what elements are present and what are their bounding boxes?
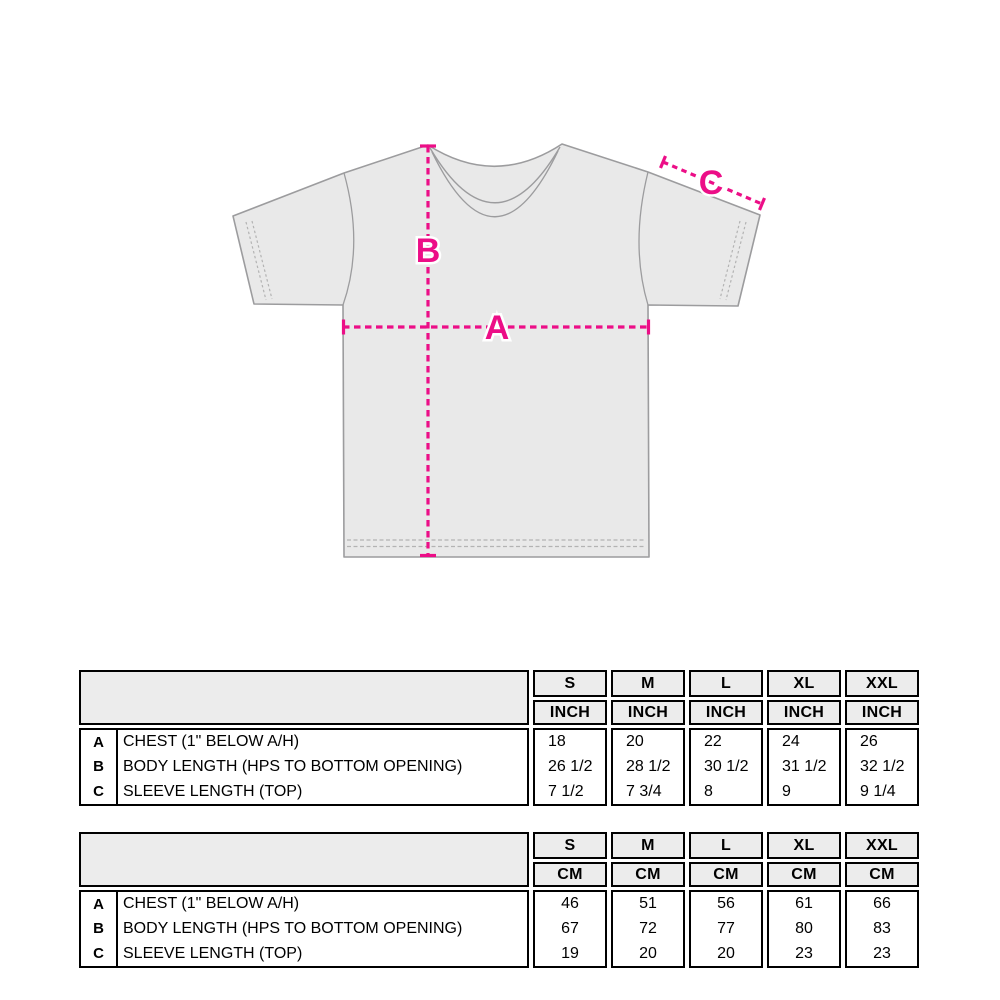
values-column-xl xyxy=(767,728,841,806)
value-cell: 72 xyxy=(639,919,657,937)
row-label-column xyxy=(118,730,527,804)
row-label: BODY LENGTH (HPS TO BOTTOM OPENING) xyxy=(123,919,463,937)
value-cell: 30 1/2 xyxy=(704,757,749,775)
row-key: C xyxy=(93,783,104,801)
row-key: C xyxy=(93,945,104,963)
value-cell: 66 xyxy=(873,895,891,913)
value-cell: 61 xyxy=(795,895,813,913)
value-cell: 9 xyxy=(782,782,791,800)
row-label: SLEEVE LENGTH (TOP) xyxy=(123,782,303,800)
value-cell: 8 xyxy=(704,782,713,800)
size-header: XXL xyxy=(845,670,919,697)
unit-header: CM xyxy=(611,862,685,887)
values-column-l xyxy=(689,890,763,968)
unit-header: INCH xyxy=(689,700,763,725)
value-cell: 32 1/2 xyxy=(860,757,905,775)
size-header: S xyxy=(533,670,607,697)
values-column-m xyxy=(611,728,685,806)
size-table-inch xyxy=(79,670,919,806)
value-cell: 26 1/2 xyxy=(548,757,593,775)
value-cell: 28 1/2 xyxy=(626,757,671,775)
values-column-xxl xyxy=(845,890,919,968)
size-header: L xyxy=(689,670,763,697)
row-label: CHEST (1" BELOW A/H) xyxy=(123,733,300,751)
size-header: L xyxy=(689,832,763,859)
row-key: B xyxy=(93,920,104,938)
row-label-column xyxy=(118,892,527,966)
label-body-length: B xyxy=(415,232,441,270)
table-corner-cell xyxy=(79,670,529,725)
row-label: CHEST (1" BELOW A/H) xyxy=(123,895,300,913)
value-cell: 7 3/4 xyxy=(626,782,662,800)
value-cell: 22 xyxy=(704,733,722,751)
value-cell: 19 xyxy=(561,944,579,962)
value-cell: 46 xyxy=(561,895,579,913)
values-column-m xyxy=(611,890,685,968)
row-key-column xyxy=(81,730,118,804)
row-key-column xyxy=(81,892,118,966)
size-header: XXL xyxy=(845,832,919,859)
table-corner-cell xyxy=(79,832,529,887)
values-column-s xyxy=(533,890,607,968)
size-header: XL xyxy=(767,832,841,859)
size-header: M xyxy=(611,670,685,697)
value-cell: 80 xyxy=(795,919,813,937)
value-cell: 20 xyxy=(626,733,644,751)
unit-header: INCH xyxy=(767,700,841,725)
unit-header: INCH xyxy=(611,700,685,725)
unit-header: CM xyxy=(845,862,919,887)
value-cell: 26 xyxy=(860,733,878,751)
measurement-labels-cell xyxy=(79,890,529,968)
value-cell: 18 xyxy=(548,733,566,751)
row-label: SLEEVE LENGTH (TOP) xyxy=(123,944,303,962)
size-header: S xyxy=(533,832,607,859)
values-column-xxl xyxy=(845,728,919,806)
value-cell: 67 xyxy=(561,919,579,937)
value-cell: 23 xyxy=(873,944,891,962)
value-cell: 56 xyxy=(717,895,735,913)
values-column-s xyxy=(533,728,607,806)
unit-header: INCH xyxy=(533,700,607,725)
row-key: A xyxy=(93,895,104,913)
value-cell: 77 xyxy=(717,919,735,937)
label-sleeve-length: C xyxy=(698,164,724,202)
row-key: A xyxy=(93,733,104,751)
value-cell: 20 xyxy=(639,944,657,962)
value-cell: 31 1/2 xyxy=(782,757,827,775)
size-table-cm xyxy=(79,832,919,968)
value-cell: 7 1/2 xyxy=(548,782,584,800)
measurement-labels-cell xyxy=(79,728,529,806)
size-header: M xyxy=(611,832,685,859)
unit-header: INCH xyxy=(845,700,919,725)
value-cell: 83 xyxy=(873,919,891,937)
value-cell: 9 1/4 xyxy=(860,782,896,800)
row-key: B xyxy=(93,758,104,776)
values-column-xl xyxy=(767,890,841,968)
tshirt-outline xyxy=(233,144,760,557)
value-cell: 20 xyxy=(717,944,735,962)
row-label: BODY LENGTH (HPS TO BOTTOM OPENING) xyxy=(123,757,463,775)
values-column-l xyxy=(689,728,763,806)
unit-header: CM xyxy=(533,862,607,887)
size-header: XL xyxy=(767,670,841,697)
label-chest: A xyxy=(484,309,510,347)
value-cell: 51 xyxy=(639,895,657,913)
value-cell: 23 xyxy=(795,944,813,962)
unit-header: CM xyxy=(689,862,763,887)
unit-header: CM xyxy=(767,862,841,887)
value-cell: 24 xyxy=(782,733,800,751)
